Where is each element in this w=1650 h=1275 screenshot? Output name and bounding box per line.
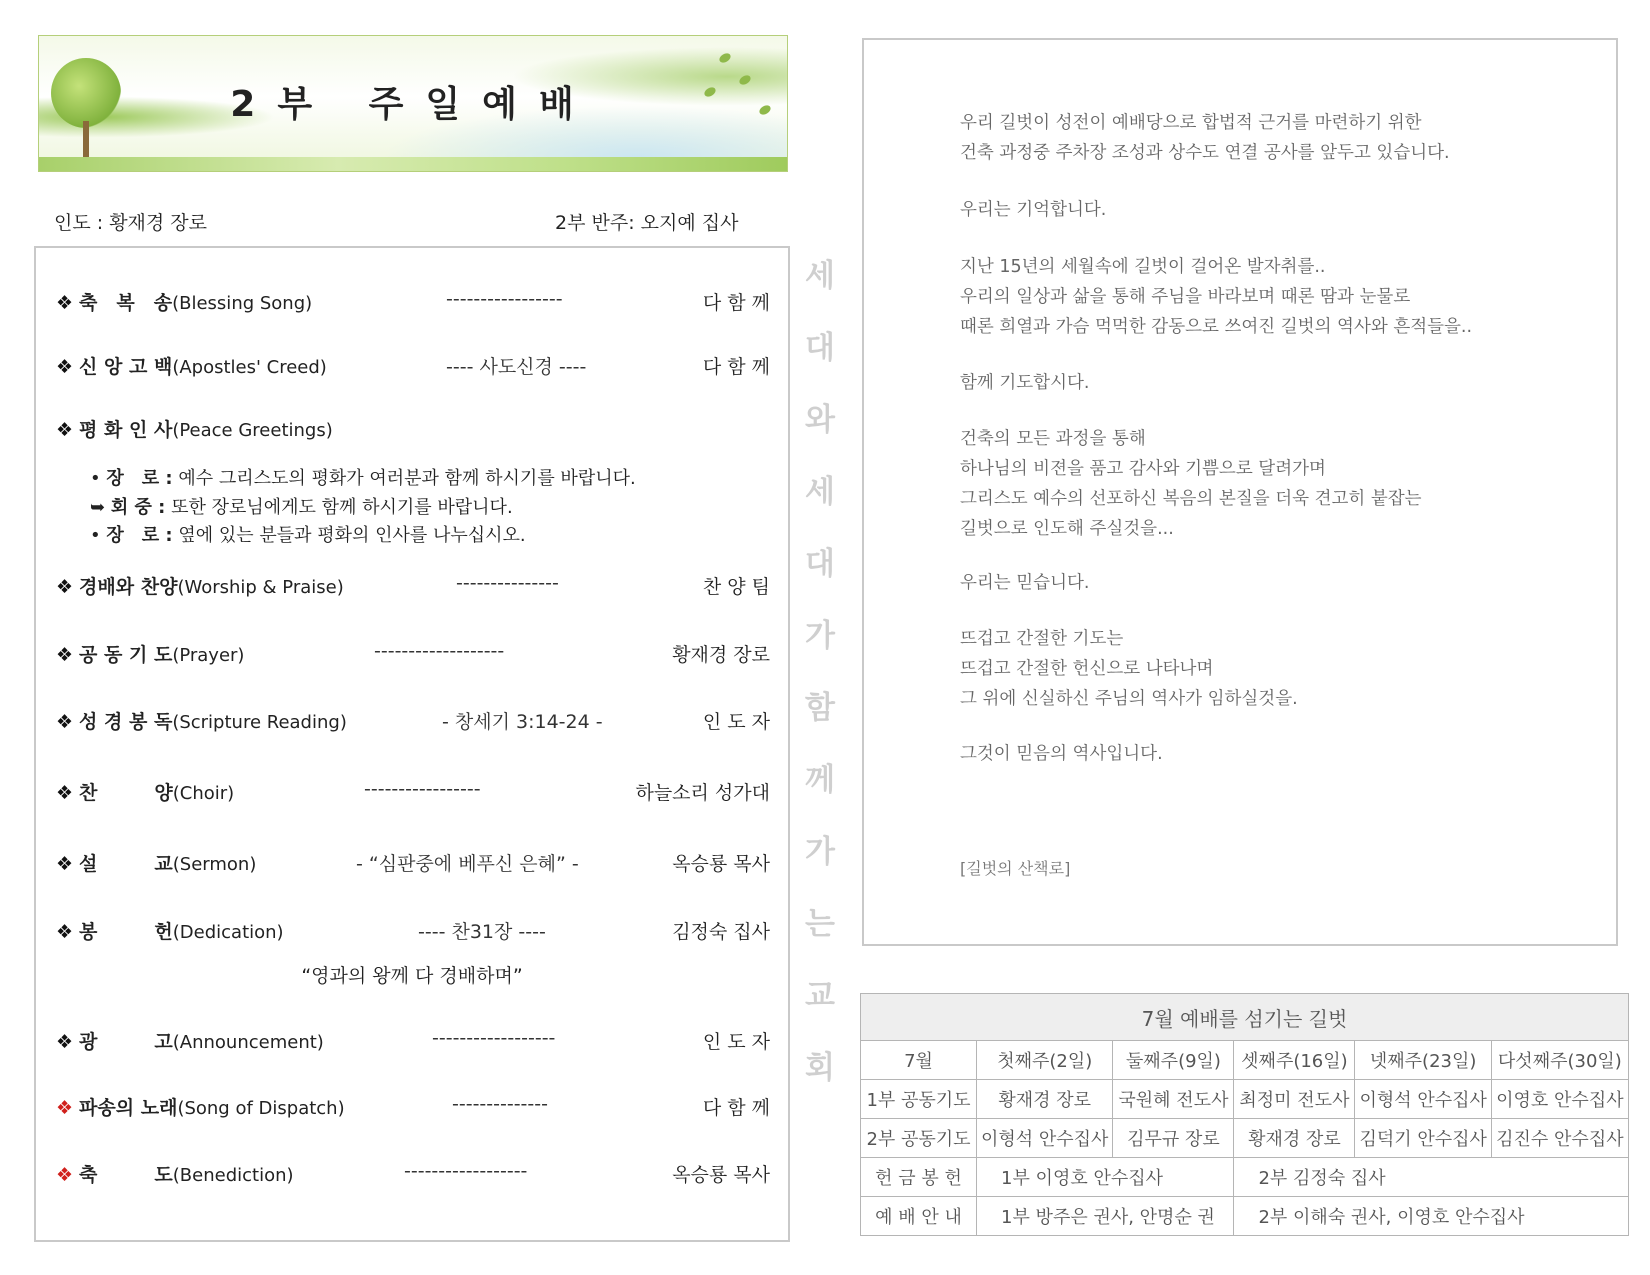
item-detail: ------------------- <box>374 640 505 662</box>
program-item <box>56 352 770 382</box>
item-title: 경배와 찬양 <box>79 576 178 598</box>
letter-line: 길벗으로 인도해 주실것을... <box>960 519 1174 539</box>
item-title: 찬 양 <box>79 782 173 804</box>
table-cell: 1부 방주은 권사, 안명순 권 <box>977 1197 1234 1236</box>
diamond-bullet-icon: ❖ <box>56 1164 74 1186</box>
worship-program <box>34 246 790 1242</box>
title-banner <box>38 35 788 172</box>
table-row <box>861 1197 1629 1236</box>
program-item <box>56 640 770 670</box>
greeting-text: 옆에 있는 분들과 평화의 인사를 나누십시오. <box>178 525 526 546</box>
item-leader: 옥승룡 목사 <box>672 853 770 875</box>
row-label: 2부 공동기도 <box>861 1119 977 1158</box>
item-leader: 다 함 께 <box>702 1097 770 1119</box>
table-cell: 국원혜 전도사 <box>1113 1080 1234 1119</box>
leader-text: 인도 : 황재경 장로 <box>54 212 207 234</box>
item-english: (Apostles' Creed) <box>172 357 327 378</box>
table-row <box>861 1080 1629 1119</box>
motto-char: 대 <box>805 546 835 582</box>
table-cell: 이형석 안수집사 <box>977 1119 1113 1158</box>
letter-paragraph <box>960 195 1106 225</box>
program-item <box>56 778 770 808</box>
item-english: (Worship & Praise) <box>177 577 344 598</box>
program-item <box>56 1160 770 1190</box>
item-detail: --------------- <box>456 572 559 594</box>
item-english: (Choir) <box>172 783 235 804</box>
july-schedule-table <box>860 993 1629 1236</box>
item-english: (Peace Greetings) <box>172 420 333 441</box>
pastoral-letter <box>862 38 1618 946</box>
motto-char: 세 <box>805 474 835 510</box>
table-cell: 이영호 안수집사 <box>1491 1080 1628 1119</box>
item-title: 신 앙 고 백 <box>79 356 173 378</box>
motto-char: 세 <box>805 258 835 294</box>
motto-char: 가 <box>805 834 835 870</box>
hymn-title: “영과의 왕께 다 경배하며” <box>301 965 523 987</box>
item-english: (Dedication) <box>172 922 284 943</box>
item-detail: ---- 사도신경 ---- <box>446 356 587 378</box>
motto-char: 교 <box>805 978 835 1014</box>
letter-line: 우리는 기억합니다. <box>960 200 1107 220</box>
table-cell: 황재경 장로 <box>1234 1119 1355 1158</box>
motto-char: 께 <box>805 762 835 798</box>
table-row <box>861 1119 1629 1158</box>
letter-paragraph <box>960 252 1472 342</box>
leaf-decoration <box>718 52 732 65</box>
motto-char: 함 <box>805 690 835 726</box>
item-english: (Benediction) <box>172 1165 294 1186</box>
diamond-bullet-icon: ❖ <box>56 1097 74 1119</box>
item-english: (Announcement) <box>172 1032 324 1053</box>
table-cell: 김무규 장로 <box>1113 1119 1234 1158</box>
motto-char: 가 <box>805 618 835 654</box>
item-title: 공 동 기 도 <box>79 644 173 666</box>
letter-line: 그 위에 신실하신 주님의 역사가 임하실것을. <box>960 689 1298 709</box>
greeting-line <box>90 493 513 519</box>
item-leader: 인 도 자 <box>702 711 770 733</box>
item-english: (Prayer) <box>172 645 245 666</box>
item-title: 봉 헌 <box>79 921 173 943</box>
program-item <box>56 917 770 947</box>
letter-paragraph <box>960 624 1298 714</box>
column-header: 셋째주(16일) <box>1234 1041 1355 1080</box>
letter-line: 뜨겁고 간절한 헌신으로 나타나며 <box>960 659 1214 679</box>
item-detail: -------------- <box>452 1093 548 1115</box>
item-leader: 다 함 께 <box>702 356 770 378</box>
program-item <box>56 288 770 318</box>
item-title: 평 화 인 사 <box>79 419 173 441</box>
row-label: 1부 공동기도 <box>861 1080 977 1119</box>
item-detail: - 창세기 3:14-24 - <box>442 711 603 733</box>
motto-char: 는 <box>805 906 835 942</box>
item-title: 파송의 노래 <box>79 1097 178 1119</box>
table-row <box>861 1158 1629 1197</box>
column-header: 7월 <box>861 1041 977 1080</box>
item-detail: ------------------ <box>404 1160 528 1182</box>
letter-line: 함께 기도합시다. <box>960 373 1090 393</box>
program-item <box>56 1093 770 1123</box>
letter-paragraph <box>960 424 1422 544</box>
table-cell: 1부 이영호 안수집사 <box>977 1158 1234 1197</box>
program-item <box>56 849 770 879</box>
table-header-row <box>861 1041 1629 1080</box>
greeting-speaker: 장 로 : <box>106 525 173 546</box>
greeting-text: 예수 그리스도의 평화가 여러분과 함께 하시기를 바랍니다. <box>178 468 636 489</box>
letter-paragraph <box>960 568 1089 598</box>
greeting-text: 또한 장로님에게도 함께 하시기를 바랍니다. <box>171 497 513 518</box>
table-cell: 이형석 안수집사 <box>1355 1080 1491 1119</box>
letter-paragraph <box>960 108 1450 168</box>
item-title: 광 고 <box>79 1031 173 1053</box>
table-cell: 최정미 전도사 <box>1234 1080 1355 1119</box>
item-leader: 찬 양 팀 <box>702 576 770 598</box>
greeting-speaker: 장 로 : <box>106 468 173 489</box>
program-item <box>56 572 770 602</box>
column-header: 둘째주(9일) <box>1113 1041 1234 1080</box>
item-english: (Song of Dispatch) <box>177 1098 345 1119</box>
letter-line: 그것이 믿음의 역사입니다. <box>960 744 1163 764</box>
item-detail: ----------------- <box>446 288 563 310</box>
table-cell: 김진수 안수집사 <box>1491 1119 1628 1158</box>
accompanist-text: 2부 반주: 오지예 집사 <box>555 212 739 234</box>
church-motto <box>800 240 840 1104</box>
grass-strip <box>39 157 787 171</box>
diamond-bullet-icon: ❖ <box>56 1031 74 1053</box>
item-leader: 황재경 장로 <box>672 644 770 666</box>
program-item <box>56 1027 770 1057</box>
column-header: 첫째주(2일) <box>977 1041 1113 1080</box>
diamond-bullet-icon: ❖ <box>56 853 74 875</box>
item-title: 축 복 송 <box>79 292 173 314</box>
column-header: 다섯째주(30일) <box>1491 1041 1628 1080</box>
item-detail: ---- 찬31장 ---- <box>418 921 546 943</box>
return-arrow-icon: ➥ <box>90 497 106 518</box>
diamond-bullet-icon: ❖ <box>56 292 74 314</box>
letter-line: 우리의 일상과 삶을 통해 주님을 바라보며 때론 땀과 눈물로 <box>960 287 1411 307</box>
diamond-bullet-icon: ❖ <box>56 576 74 598</box>
page-title: 2부 주일예배 <box>230 84 596 125</box>
item-leader: 다 함 께 <box>702 292 770 314</box>
letter-line: 건축의 모든 과정을 통해 <box>960 429 1146 449</box>
row-label: 헌 금 봉 헌 <box>861 1158 977 1197</box>
greeting-line <box>90 464 636 490</box>
table-cell: 김덕기 안수집사 <box>1355 1119 1491 1158</box>
item-english: (Blessing Song) <box>172 293 313 314</box>
item-title: 축 도 <box>79 1164 173 1186</box>
diamond-bullet-icon: ❖ <box>56 782 74 804</box>
item-leader: 인 도 자 <box>702 1031 770 1053</box>
letter-paragraph <box>960 368 1089 398</box>
greeting-line <box>90 521 526 547</box>
motto-char: 대 <box>805 330 835 366</box>
letter-line: 우리 길벗이 성전이 예배당으로 합법적 근거를 마련하기 위한 <box>960 113 1422 133</box>
item-leader: 하늘소리 성가대 <box>635 782 770 804</box>
item-title: 성 경 봉 독 <box>79 711 173 733</box>
diamond-bullet-icon: ❖ <box>56 711 74 733</box>
letter-line: 지난 15년의 세월속에 길벗이 걸어온 발자취를.. <box>960 257 1326 277</box>
item-detail: ------------------ <box>432 1027 556 1049</box>
item-leader: 옥승룡 목사 <box>672 1164 770 1186</box>
diamond-bullet-icon: ❖ <box>56 921 74 943</box>
item-detail: ----------------- <box>364 778 481 800</box>
letter-line: 하나님의 비젼을 품고 감사와 기쁨으로 달려가며 <box>960 459 1326 479</box>
bullet-icon: • <box>90 525 101 546</box>
item-leader: 김정숙 집사 <box>672 921 770 943</box>
letter-line: 그리스도 예수의 선포하신 복음의 본질을 더욱 견고히 붙잡는 <box>960 489 1422 509</box>
letter-source: [길벗의 산책로] <box>960 859 1071 878</box>
greeting-speaker: 회 중 : <box>110 497 166 518</box>
diamond-bullet-icon: ❖ <box>56 644 74 666</box>
table-cell: 2부 이해숙 권사, 이영호 안수집사 <box>1234 1197 1628 1236</box>
table-title: 7월 예배를 섬기는 길벗 <box>861 994 1629 1041</box>
item-english: (Sermon) <box>172 854 257 875</box>
letter-line: 건축 과정중 주차장 조성과 상수도 연결 공사를 앞두고 있습니다. <box>960 143 1450 163</box>
table-cell: 2부 김정숙 집사 <box>1234 1158 1628 1197</box>
letter-line: 뜨겁고 간절한 기도는 <box>960 629 1124 649</box>
bullet-icon: • <box>90 468 101 489</box>
letter-line: 때론 희열과 가슴 먹먹한 감동으로 쓰여진 길벗의 역사와 흔적들을.. <box>960 317 1473 337</box>
column-header: 넷째주(23일) <box>1355 1041 1491 1080</box>
item-detail: - “심판중에 베푸신 은혜” - <box>356 853 579 875</box>
program-item <box>56 707 770 737</box>
letter-line: 우리는 믿습니다. <box>960 573 1090 593</box>
motto-char: 와 <box>805 402 835 438</box>
letter-paragraph <box>960 739 1163 769</box>
item-title: 설 교 <box>79 853 173 875</box>
item-english: (Scripture Reading) <box>172 712 347 733</box>
table-cell: 황재경 장로 <box>977 1080 1113 1119</box>
row-label: 예 배 안 내 <box>861 1197 977 1236</box>
motto-char: 회 <box>805 1050 835 1086</box>
diamond-bullet-icon: ❖ <box>56 356 74 378</box>
program-item <box>56 415 770 445</box>
diamond-bullet-icon: ❖ <box>56 419 74 441</box>
